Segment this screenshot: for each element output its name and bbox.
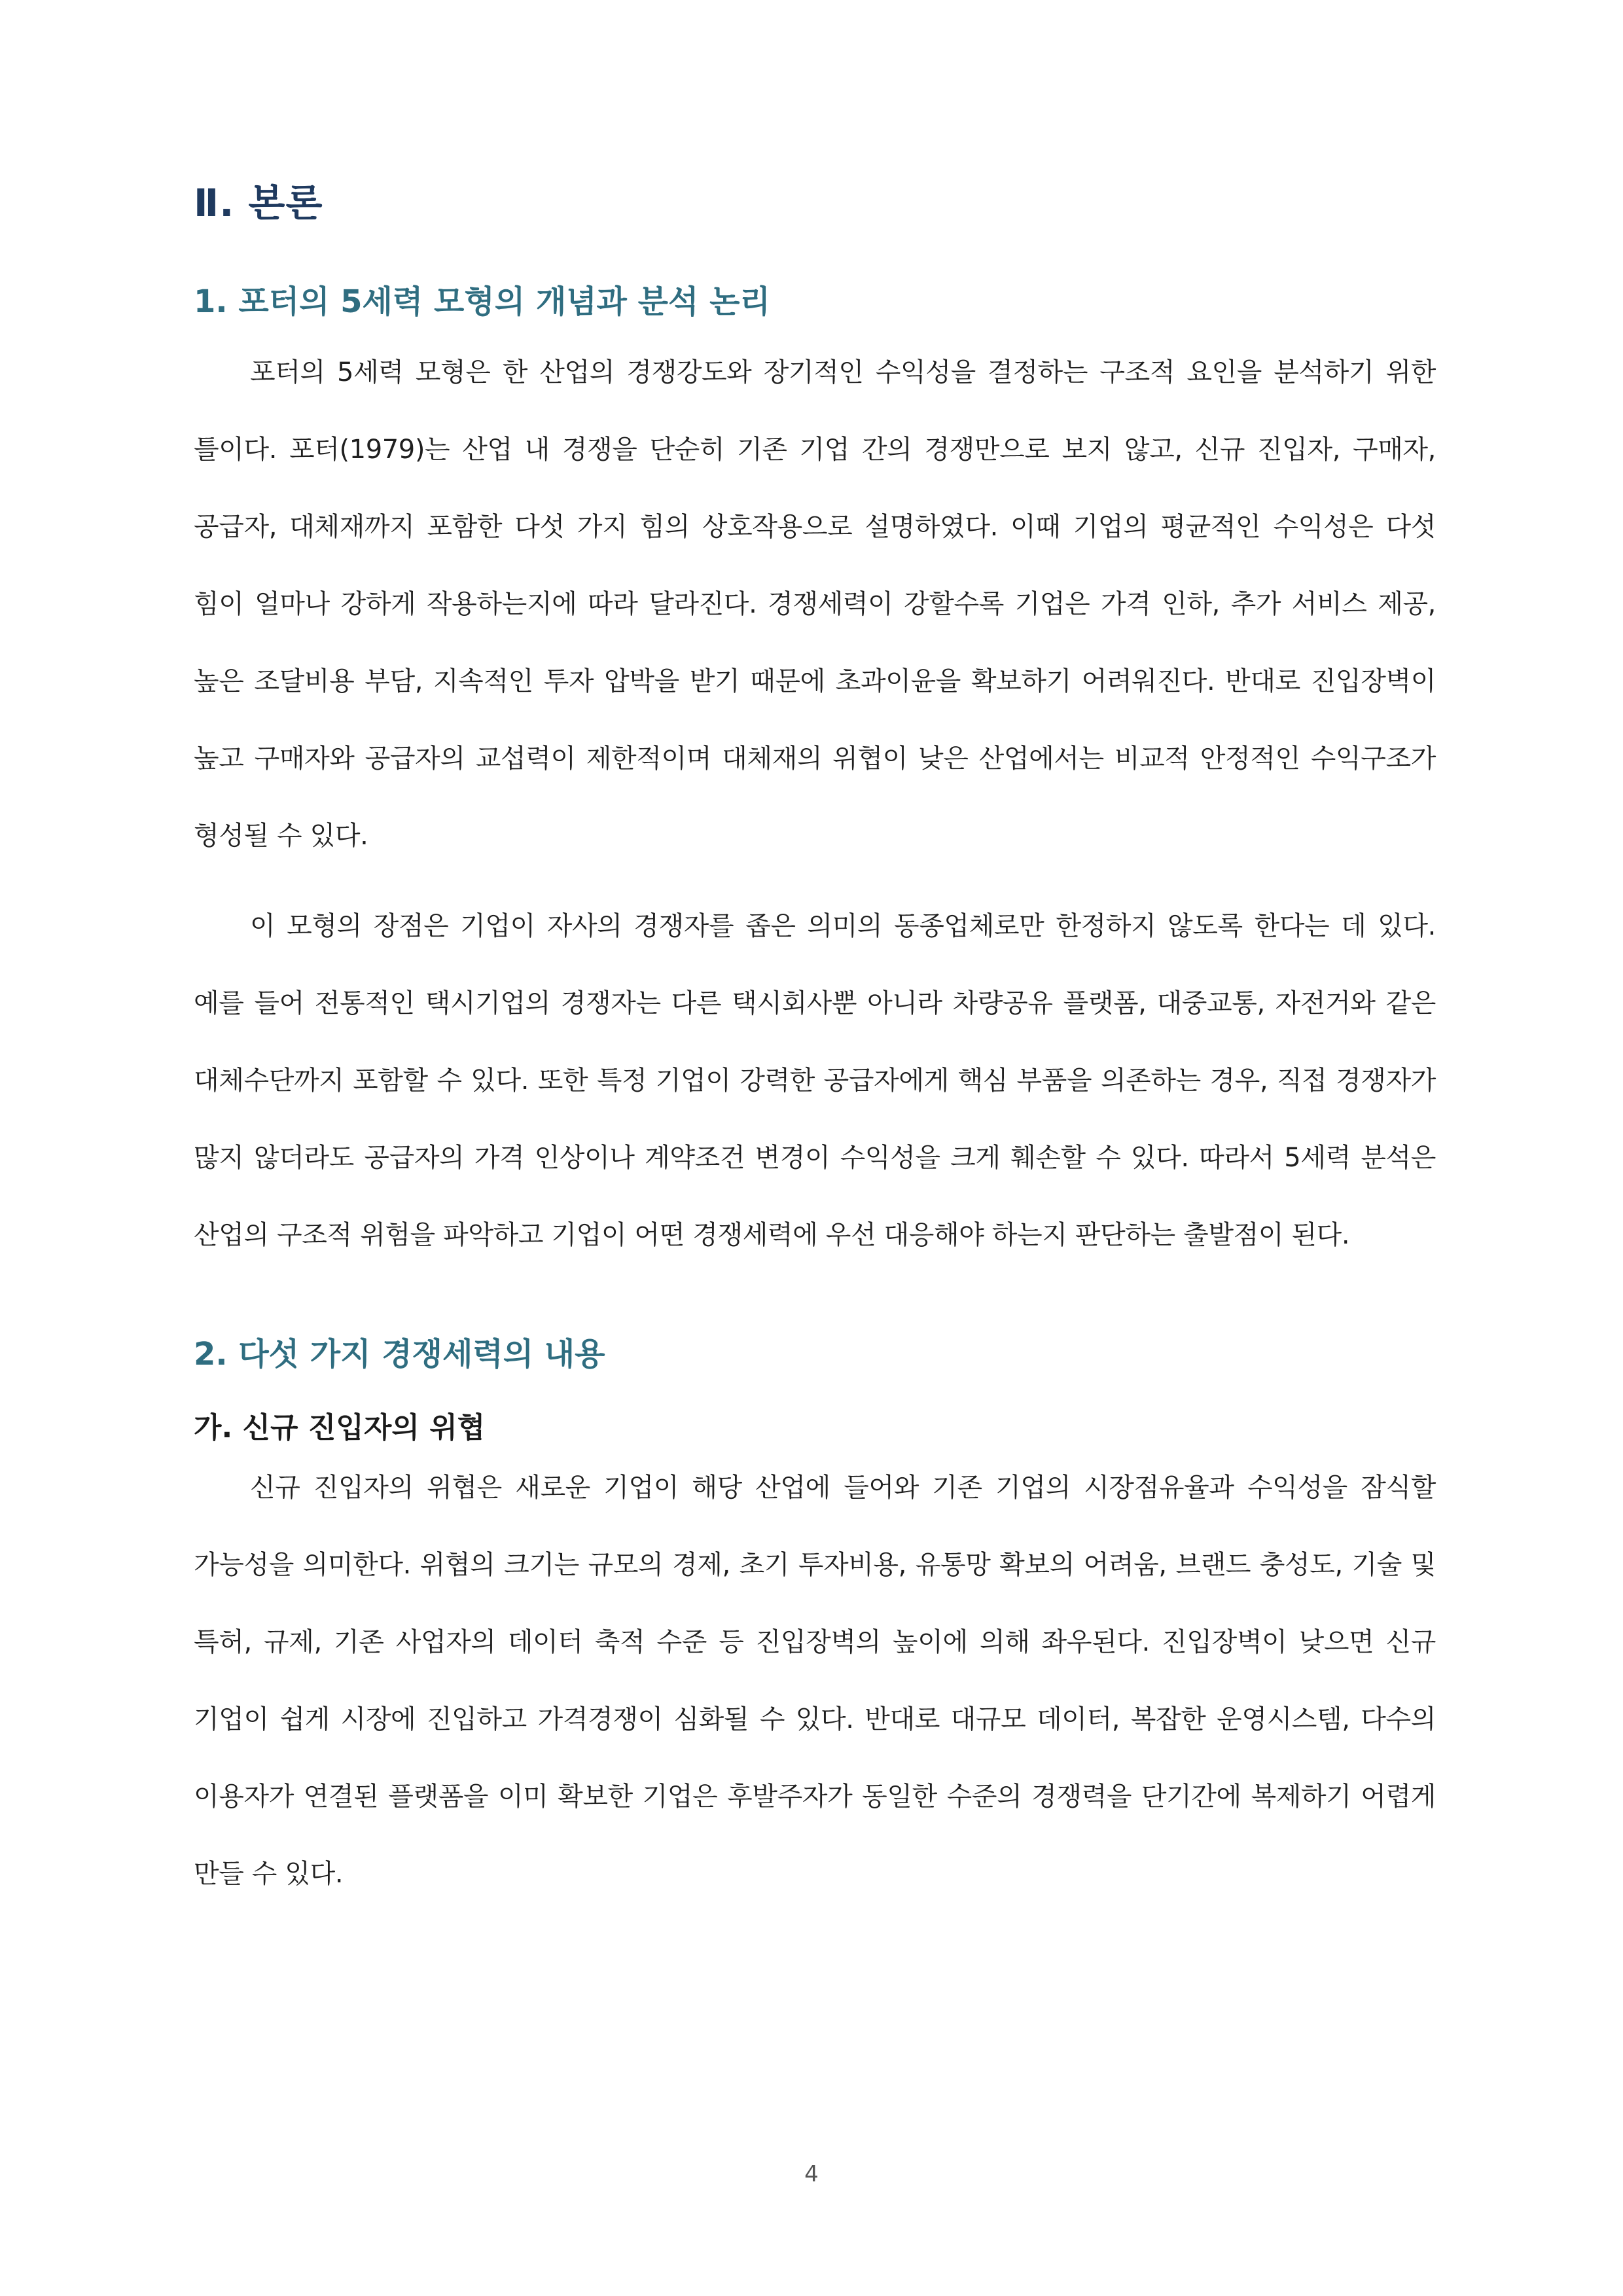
paragraph: 포터의 5세력 모형은 한 산업의 경쟁강도와 장기적인 수익성을 결정하는 구조적 요인을 분석하기 위한 틀이다. 포터(1979)는 산업 내 경쟁을 단순히 기존 기업 간의 경쟁만으로 보지 않고, 신규 진입자, 구매자, 공급자, 대체재까지 포함한 다섯 가지 힘의 상호작용으로 설명하였다. 이때 기업의 평균적인 수익성은 다섯 힘이 얼마나 강하게 작용하는지에 따라 달라진다. 경쟁세력이 강할수록 기업은 가격 인하, 추가 서비스 제공, 높은 조달비용 부담, 지속적인 투자 압박을 받기 때문에 초과이윤을 확보하기 어려워진다. 반대로 진입장벽이 높고 구매자와 공급자의 교섭력이 제한적이며 대체재의 위협이 낮은 산업에서는 비교적 안정적인 수익구조가 형성될 수 있다. xyxy=(194,357,1436,851)
section-title-1: 1. 포터의 5세력 모형의 개념과 분석 논리 xyxy=(194,283,770,320)
paragraph: 이 모형의 장점은 기업이 자사의 경쟁자를 좁은 의미의 동종업체로만 한정하지 않도록 한다는 데 있다. 예를 들어 전통적인 택시기업의 경쟁자는 다른 택시회사뿐 아니라 차량공유 플랫폼, 대중교통, 자전거와 같은 대체수단까지 포함할 수 있다. 또한 특정 기업이 강력한 공급자에게 핵심 부품을 의존하는 경우, 직접 경쟁자가 많지 않더라도 공급자의 가격 인상이나 계약조건 변경이 수익성을 크게 훼손할 수 있다. 따라서 5세력 분석은 산업의 구조적 위험을 파악하고 기업이 어떤 경쟁세력에 우선 대응해야 하는지 판단하는 출발점이 된다. xyxy=(194,911,1436,1250)
chapter-title: Ⅱ. 본론 xyxy=(194,181,323,225)
section-title-2: 2. 다섯 가지 경쟁세력의 내용 xyxy=(194,1336,605,1372)
paragraph: 신규 진입자의 위협은 새로운 기업이 해당 산업에 들어와 기존 기업의 시장점유율과 수익성을 잠식할 가능성을 의미한다. 위협의 크기는 규모의 경제, 초기 투자비용, 유통망 확보의 어려움, 브랜드 충성도, 기술 및 특허, 규제, 기존 사업자의 데이터 축적 수준 등 진입장벽의 높이에 의해 좌우된다. 진입장벽이 낮으면 신규 기업이 쉽게 시장에 진입하고 가격경쟁이 심화될 수 있다. 반대로 대규모 데이터, 복잡한 운영시스템, 다수의 이용자가 연결된 플랫폼을 이미 확보한 기업은 후발주자가 동일한 수준의 경쟁력을 단기간에 복제하기 어렵게 만들 수 있다. xyxy=(194,1473,1436,1889)
page-content xyxy=(194,177,1436,1912)
page-number: 4 xyxy=(804,2161,819,2187)
subsection-title: 가. 신규 진입자의 위협 xyxy=(194,1411,486,1444)
